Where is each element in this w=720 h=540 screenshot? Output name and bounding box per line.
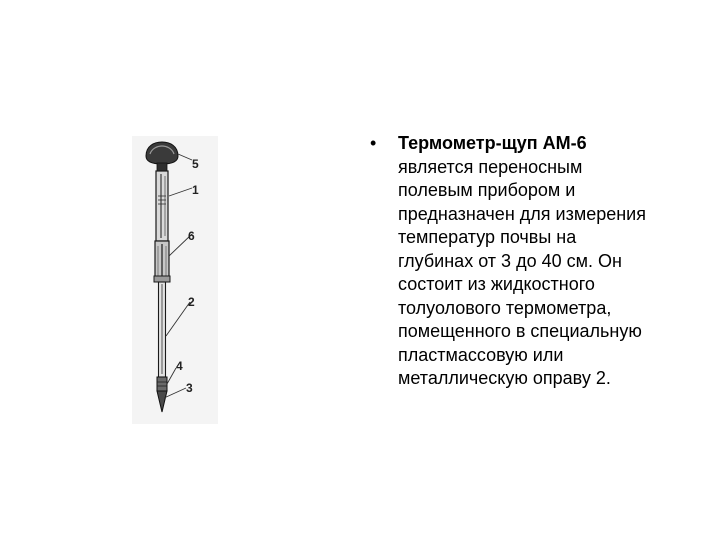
description-line: металлическую оправу 2.	[398, 368, 611, 388]
description-line: температур почвы на	[398, 227, 577, 247]
probe-cap	[146, 142, 178, 171]
probe-reservoir	[157, 377, 167, 391]
description-line: толуолового термометра,	[398, 297, 612, 318]
callout-1: 1	[192, 183, 199, 197]
description-line: помещенного в специальную	[398, 321, 642, 341]
probe-rod	[159, 282, 166, 377]
callout-5: 5	[192, 157, 199, 171]
description-line: глубинах от 3 до 40 см. Он	[398, 250, 622, 271]
description-title-line: Термометр-щуп АМ-6	[398, 133, 587, 153]
description-line: состоит из жидкостного	[398, 274, 595, 294]
description-line: является переносным	[398, 156, 583, 177]
probe-frame	[154, 241, 170, 282]
description-paragraph	[398, 132, 698, 391]
bullet-marker: •	[370, 133, 377, 153]
thermometer-probe-drawing	[132, 136, 218, 424]
description-line: полевым прибором и	[398, 180, 576, 200]
probe-tip	[157, 391, 167, 412]
callout-2: 2	[188, 295, 195, 309]
probe-upper-body	[156, 171, 168, 241]
callout-6: 6	[188, 229, 195, 243]
description-line: пластмассовую или	[398, 344, 564, 365]
thermometer-probe-figure	[132, 136, 218, 424]
description-line: предназначен для измерения	[398, 203, 646, 224]
callout-4: 4	[176, 359, 183, 373]
callout-3: 3	[186, 381, 193, 395]
